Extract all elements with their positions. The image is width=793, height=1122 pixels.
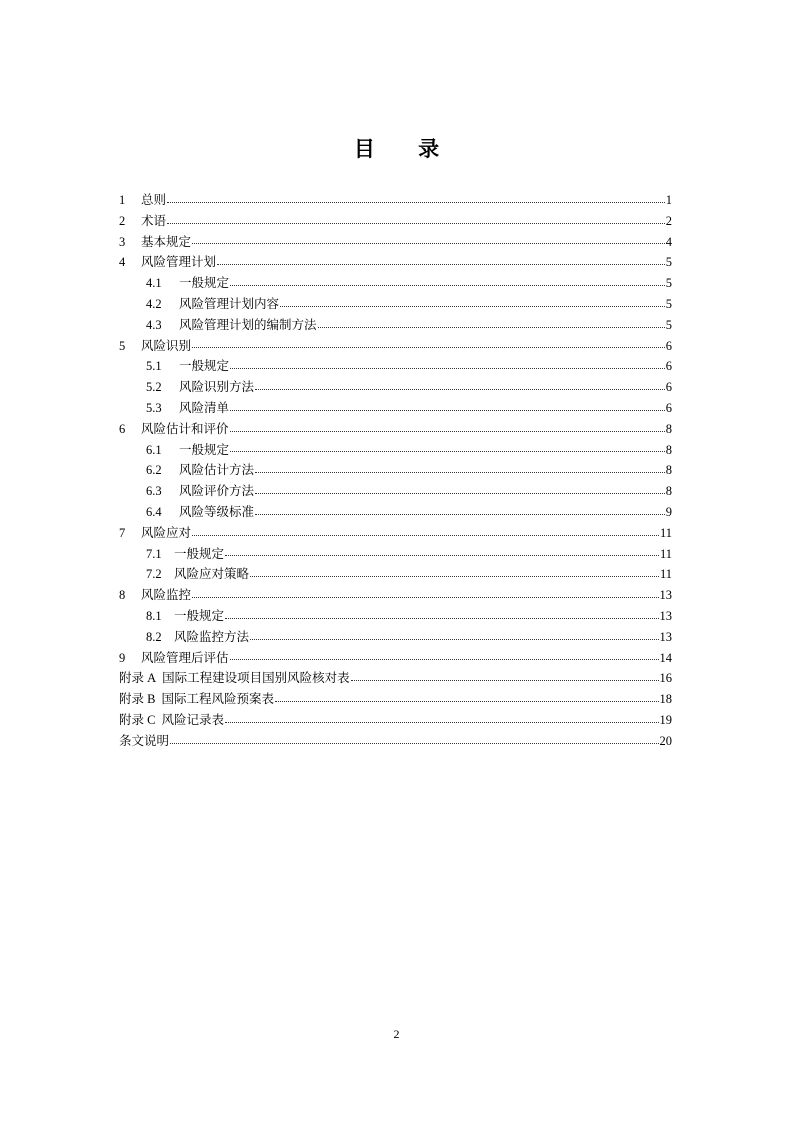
toc-entry-label: 一般规定 [174, 607, 225, 623]
toc-entry-page: 13 [659, 629, 672, 644]
toc-entry-number: 3 [119, 234, 126, 249]
toc-entry-label: 风险管理计划的编制方法 [179, 316, 317, 332]
dot-leader [167, 222, 665, 224]
toc-entry[interactable] [119, 377, 672, 398]
toc-entry-number: 附录 C [119, 712, 156, 727]
toc-entry-label: 基本规定 [141, 233, 192, 249]
toc-entry[interactable] [119, 689, 672, 710]
toc-entry-page: 8 [665, 442, 672, 457]
toc-entry-page: 2 [665, 213, 672, 228]
toc-entry-label: 一般规定 [179, 275, 230, 291]
toc-entry-label: 国际工程建设项目国别风险核对表 [162, 670, 350, 686]
toc-entry-number: 8 [119, 588, 126, 603]
dot-leader [280, 305, 665, 307]
toc-entry-page: 11 [659, 546, 672, 561]
dot-leader [225, 617, 658, 619]
toc-entry-label: 术语 [141, 212, 167, 228]
toc-entry-number: 6.3 [146, 484, 162, 499]
dot-leader [170, 742, 658, 744]
toc-entry-number: 5.3 [146, 400, 162, 415]
toc-entry[interactable] [119, 668, 672, 689]
toc-entry-number: 4.2 [146, 296, 162, 311]
toc-entry-label: 一般规定 [179, 441, 230, 457]
dot-leader [230, 284, 665, 286]
toc-entry-page: 16 [659, 671, 672, 686]
toc-entry-number: 9 [119, 650, 126, 665]
toc-entry[interactable] [119, 252, 672, 273]
toc-entry-page: 6 [665, 380, 672, 395]
toc-entry-number: 8.2 [146, 629, 162, 644]
dot-leader [351, 679, 659, 681]
dot-leader [255, 513, 665, 515]
toc-entry-page: 6 [665, 359, 672, 374]
toc-entry[interactable] [119, 731, 672, 752]
toc-entry-page: 8 [665, 463, 672, 478]
toc-entry[interactable] [119, 190, 672, 211]
dot-leader [250, 575, 659, 577]
toc-entry-page: 1 [665, 193, 672, 207]
dot-leader [225, 721, 659, 723]
toc-entry-label: 风险监控方法 [174, 628, 250, 644]
toc-entry-label: 国际工程风险预案表 [161, 691, 274, 707]
toc-entry-page: 14 [659, 650, 672, 665]
toc-entry-label: 条文说明 [119, 732, 170, 748]
toc-entry-page: 19 [659, 712, 672, 727]
toc-entry[interactable] [119, 606, 672, 627]
toc-entry-number: 附录 A [119, 671, 157, 686]
page-number: 2 [393, 1027, 400, 1041]
dot-leader [225, 554, 659, 556]
dot-leader [192, 596, 658, 598]
toc-entry-page: 8 [665, 484, 672, 499]
toc-entry[interactable] [119, 440, 672, 461]
dot-leader [230, 450, 665, 452]
toc-entry[interactable] [119, 211, 672, 232]
toc-entry-label: 风险等级标准 [179, 503, 255, 519]
toc-entry[interactable] [119, 502, 672, 523]
toc-entry[interactable] [119, 419, 672, 440]
toc-entry-page: 11 [659, 567, 672, 582]
dot-leader [318, 326, 665, 328]
dot-leader [230, 367, 665, 369]
toc-entry-page: 8 [665, 421, 672, 436]
dot-leader [192, 534, 659, 536]
toc-entry-number: 8.1 [146, 608, 162, 623]
toc-entry[interactable] [119, 544, 672, 565]
toc-entry-number: 5.1 [146, 359, 162, 374]
toc-entry-label: 风险估计方法 [179, 462, 255, 478]
toc-entry[interactable] [119, 294, 672, 315]
toc-entry-number: 6 [119, 421, 126, 436]
page-title: 目 录 [353, 137, 458, 161]
dot-leader [230, 430, 665, 432]
toc-entry[interactable] [119, 523, 672, 544]
toc-entry[interactable] [119, 710, 672, 731]
toc-entry-number: 6.2 [146, 463, 162, 478]
toc-entry[interactable] [119, 315, 672, 336]
toc-entry-page: 13 [659, 588, 672, 603]
toc-entry-number: 7 [119, 525, 126, 540]
toc-entry-page: 9 [665, 504, 672, 519]
dot-leader [250, 638, 658, 640]
toc-entry-label: 风险记录表 [161, 711, 224, 727]
table-of-contents [119, 190, 672, 752]
toc-entry-label: 风险监控 [141, 587, 192, 603]
toc-entry[interactable] [119, 585, 672, 606]
toc-entry-number: 2 [119, 213, 126, 228]
toc-entry-label: 风险清单 [179, 399, 230, 415]
toc-entry-number: 5 [119, 338, 126, 353]
toc-entry-label: 风险应对策略 [174, 566, 250, 582]
dot-leader [192, 242, 665, 244]
toc-entry-number: 4 [119, 255, 126, 270]
toc-entry-label: 一般规定 [174, 545, 225, 561]
dot-leader [230, 658, 659, 660]
toc-entry[interactable] [119, 460, 672, 481]
toc-entry-number: 7.2 [146, 567, 162, 582]
toc-entry-number: 5.2 [146, 380, 162, 395]
toc-entry[interactable] [119, 273, 672, 294]
dot-leader [230, 409, 665, 411]
toc-entry-page: 11 [659, 525, 672, 540]
toc-entry-label: 总则 [141, 192, 167, 207]
dot-leader [275, 700, 659, 702]
toc-entry[interactable] [119, 481, 672, 502]
dot-leader [255, 471, 665, 473]
toc-entry-number: 6.1 [146, 442, 162, 457]
dot-leader [255, 388, 665, 390]
toc-entry[interactable] [119, 398, 672, 419]
dot-leader [167, 201, 665, 203]
toc-entry[interactable] [119, 356, 672, 377]
toc-entry-page: 6 [665, 338, 672, 353]
toc-entry-page: 18 [659, 692, 672, 707]
toc-entry-page: 4 [665, 234, 672, 249]
toc-entry-number: 1 [119, 193, 126, 207]
toc-entry-label: 风险管理计划 [141, 254, 217, 270]
toc-entry-label: 风险管理后评估 [141, 649, 229, 665]
toc-entry-page: 5 [665, 276, 672, 291]
toc-entry-label: 一般规定 [179, 358, 230, 374]
toc-entry[interactable] [119, 336, 672, 357]
toc-entry-label: 风险应对 [141, 524, 192, 540]
toc-entry-label: 风险管理计划内容 [179, 295, 280, 311]
toc-entry-number: 附录 B [119, 692, 156, 707]
dot-leader [255, 492, 665, 494]
toc-entry-page: 13 [659, 608, 672, 623]
toc-entry[interactable] [119, 232, 672, 253]
toc-entry-page: 20 [659, 733, 672, 748]
toc-entry[interactable] [119, 648, 672, 669]
dot-leader [192, 346, 665, 348]
toc-entry-label: 风险识别方法 [179, 379, 255, 395]
toc-entry-number: 4.1 [146, 276, 162, 291]
toc-entry-page: 5 [665, 296, 672, 311]
toc-entry-label: 风险评价方法 [179, 483, 255, 499]
dot-leader [217, 263, 665, 265]
toc-entry-page: 5 [665, 317, 672, 332]
toc-entry-number: 7.1 [146, 546, 162, 561]
toc-entry-page: 6 [665, 400, 672, 415]
toc-entry[interactable] [119, 627, 672, 648]
toc-entry-number: 4.3 [146, 317, 162, 332]
toc-entry-page: 5 [665, 255, 672, 270]
toc-entry-number: 6.4 [146, 504, 162, 519]
toc-entry-label: 风险识别 [141, 337, 192, 353]
toc-entry[interactable] [119, 564, 672, 585]
toc-entry-label: 风险估计和评价 [141, 420, 229, 436]
